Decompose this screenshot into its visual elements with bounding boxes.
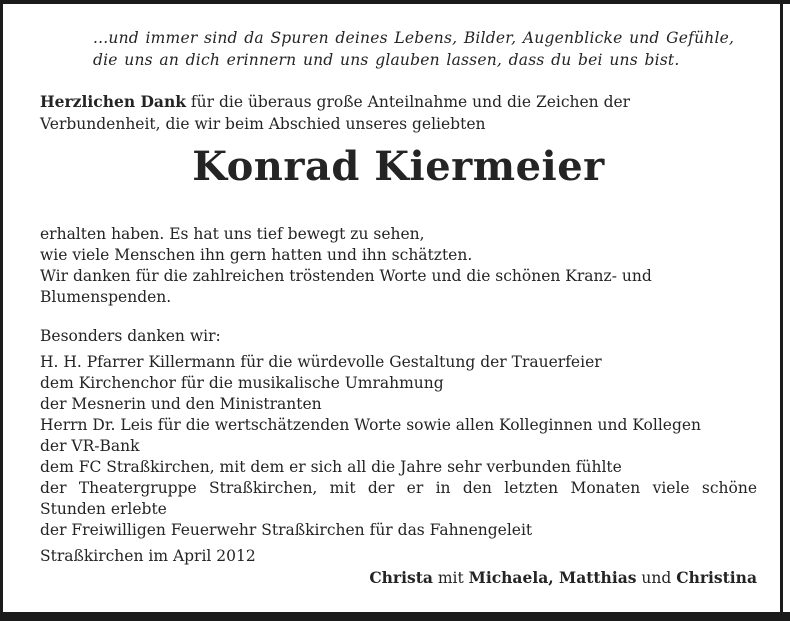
memorial-quote [93,27,757,71]
acknowledgement-paragraph [40,224,757,308]
signature-names-children: Michaela, Matthias [468,568,637,587]
special-thanks-heading: Besonders danken wir: [40,327,221,345]
thanks-line: H. H. Pfarrer Killermann für die würdevolle Gestaltung der Trauerfeier [40,353,602,371]
intro-paragraph [40,91,757,135]
thanks-line: dem FC Straßkirchen, mit dem er sich all die Jahre sehr verbunden fühlte [40,458,622,476]
quote-line-2: die uns an dich erinnern und uns glauben lassen, dass du bei uns bist. [93,51,680,69]
quote-line-1: ...und immer sind da Spuren deines Lebens, Bilder, Augenblicke und Gefühle, [93,29,735,47]
thanks-line: der Freiwilligen Feuerwehr Straßkirchen für das Fahnengeleit [40,521,533,539]
signature-name-christina: Christina [676,568,757,587]
signature-name-christa: Christa [369,568,433,587]
acknowledgement-line: wie viele Menschen ihn gern hatten und ihn schätzten. [40,246,473,264]
thanks-line: der VR-Bank [40,437,140,455]
clipping-border-bottom [0,612,790,621]
signature-connector-und: und [636,569,677,587]
acknowledgement-line: erhalten haben. Es hat uns tief bewegt zu sehen, [40,225,425,243]
thanks-line: der Mesnerin und den Ministranten [40,395,322,413]
signature-line [40,567,757,589]
signature-connector-mit: mit [432,569,469,587]
intro-line-1 [40,91,757,113]
thanks-line: der Theatergruppe Straßkirchen, mit der er in den letzten Monaten viele schöne [40,479,757,497]
acknowledgement-line: Wir danken für die zahlreichen tröstenden Worte und die schönen Kranz- und [40,267,652,285]
intro-line-2: Verbundenheit, die wir beim Abschied unseres geliebten [40,115,486,133]
thanks-line: Stunden erlebte [40,500,167,518]
intro-line-1-rest: für die überaus große Anteilnahme und die Zeichen der [185,93,631,111]
place-date: Straßkirchen im April 2012 [40,547,256,565]
acknowledgement-line: Blumenspenden. [40,288,172,306]
thanks-line: Herrn Dr. Leis für die wertschätzenden Worte sowie allen Kolleginnen und Kollegen [40,416,702,434]
special-thanks-list [40,352,757,541]
intro-lead-bold: Herzlichen Dank [40,92,186,111]
deceased-name: Konrad Kiermeier [192,143,605,190]
thanks-line: dem Kirchenchor für die musikalische Umrahmung [40,374,444,392]
